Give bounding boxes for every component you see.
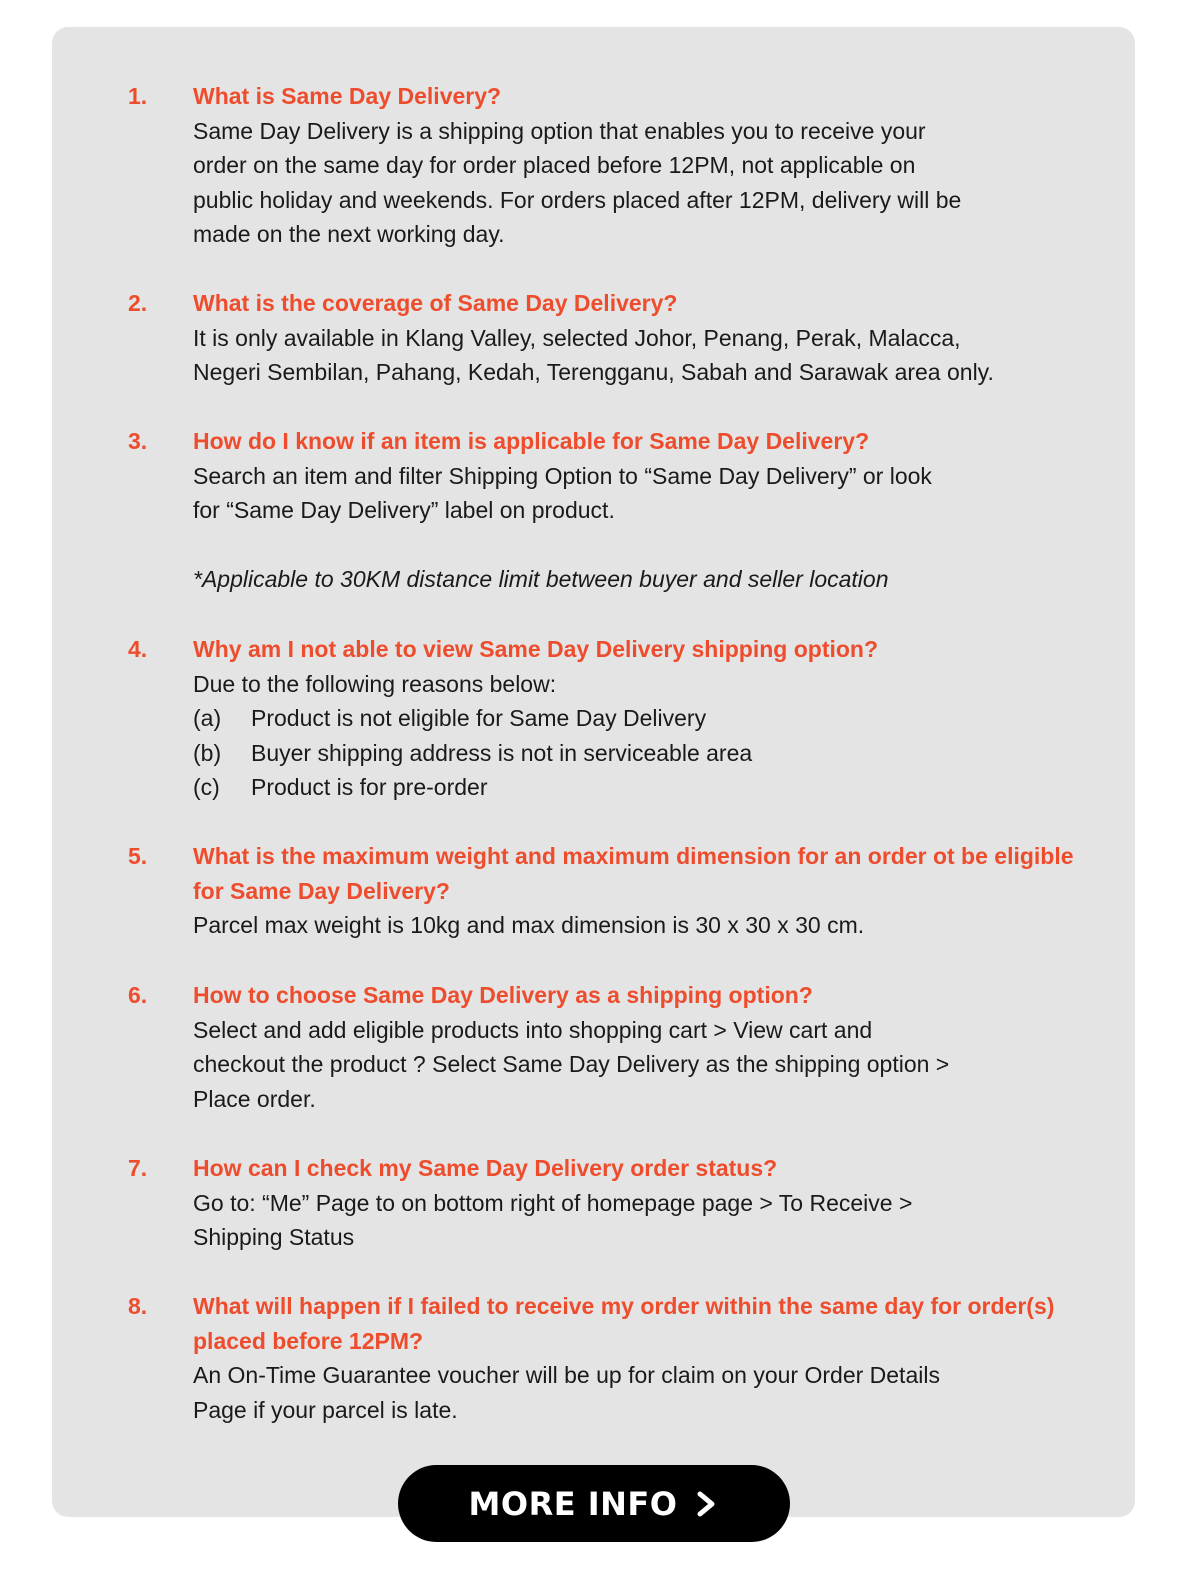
faq-answer-line: made on the next working day. [193, 221, 505, 248]
reason-text: Product is not eligible for Same Day Delivery [251, 705, 707, 732]
faq-question: How to choose Same Day Delivery as a shipping option? [193, 982, 813, 1008]
faq-number: 5. [128, 843, 148, 869]
faq-answer-line: An On-Time Guarantee voucher will be up for claim on your Order Details [193, 1362, 940, 1389]
reason-item [193, 736, 1103, 771]
more-info-button[interactable] [398, 1465, 790, 1542]
faq-answer-line: Page if your parcel is late. [193, 1396, 458, 1423]
reason-text: Buyer shipping address is not in serviceable area [251, 739, 753, 766]
faq-number: 4. [128, 636, 148, 662]
faq-answer-line: Search an item and filter Shipping Option to “Same Day Delivery” or look [193, 462, 932, 489]
faq-question: How do I know if an item is applicable for Same Day Delivery? [193, 428, 870, 454]
faq-question: What is the coverage of Same Day Delivery? [193, 290, 678, 316]
reason-text: Product is for pre-order [251, 774, 488, 801]
faq-number: 1. [128, 83, 148, 109]
faq-answer-line: Same Day Delivery is a shipping option that enables you to receive your [193, 117, 926, 144]
faq-answer-line: Negeri Sembilan, Pahang, Kedah, Terengganu, Sabah and Sarawak area only. [193, 359, 994, 386]
chevron-right-icon [693, 1491, 719, 1517]
faq-answer-line: Due to the following reasons below: [193, 670, 557, 697]
faq-number: 8. [128, 1293, 148, 1319]
reason-item [193, 701, 1103, 736]
faq-card [52, 27, 1135, 1517]
reason-label: (b) [193, 739, 222, 766]
faq-answer-line: order on the same day for order placed before 12PM, not applicable on [193, 152, 916, 179]
faq-number: 7. [128, 1155, 148, 1181]
reason-item [193, 770, 1103, 805]
faq-number: 3. [128, 428, 148, 454]
faq-answer-line: checkout the product ? Select Same Day Delivery as the shipping option > [193, 1051, 950, 1078]
faq-answer-line: public holiday and weekends. For orders placed after 12PM, delivery will be [193, 186, 962, 213]
faq-number: 6. [128, 982, 148, 1008]
more-info-label: MORE INFO [468, 1484, 678, 1523]
faq-answer-line: Shipping Status [193, 1224, 355, 1251]
faq-question: How can I check my Same Day Delivery order status? [193, 1155, 778, 1181]
faq-answer-line: for “Same Day Delivery” label on product. [193, 497, 615, 524]
faq-question: Why am I not able to view Same Day Delivery shipping option? [193, 636, 879, 662]
faq-question: What is the maximum weight and maximum dimension for an order ot be eligible for Same Day Delivery? [193, 843, 1074, 904]
faq-answer-line: Go to: “Me” Page to on bottom right of homepage page > To Receive > [193, 1189, 913, 1216]
faq-question: What is Same Day Delivery? [193, 83, 502, 109]
reason-label: (c) [193, 774, 220, 801]
faq-answer-line: Select and add eligible products into shopping cart > View cart and [193, 1016, 873, 1043]
reason-label: (a) [193, 705, 222, 732]
faq-answer-line: Parcel max weight is 10kg and max dimension is 30 x 30 x 30 cm. [193, 912, 865, 939]
faq-note: *Applicable to 30KM distance limit between buyer and seller location [193, 566, 889, 593]
faq-question: What will happen if I failed to receive my order within the same day for order(s) placed before 12PM? [193, 1293, 1055, 1354]
faq-answer-line: Place order. [193, 1085, 316, 1112]
faq-number: 2. [128, 290, 148, 316]
faq-answer-line: It is only available in Klang Valley, selected Johor, Penang, Perak, Malacca, [193, 324, 961, 351]
